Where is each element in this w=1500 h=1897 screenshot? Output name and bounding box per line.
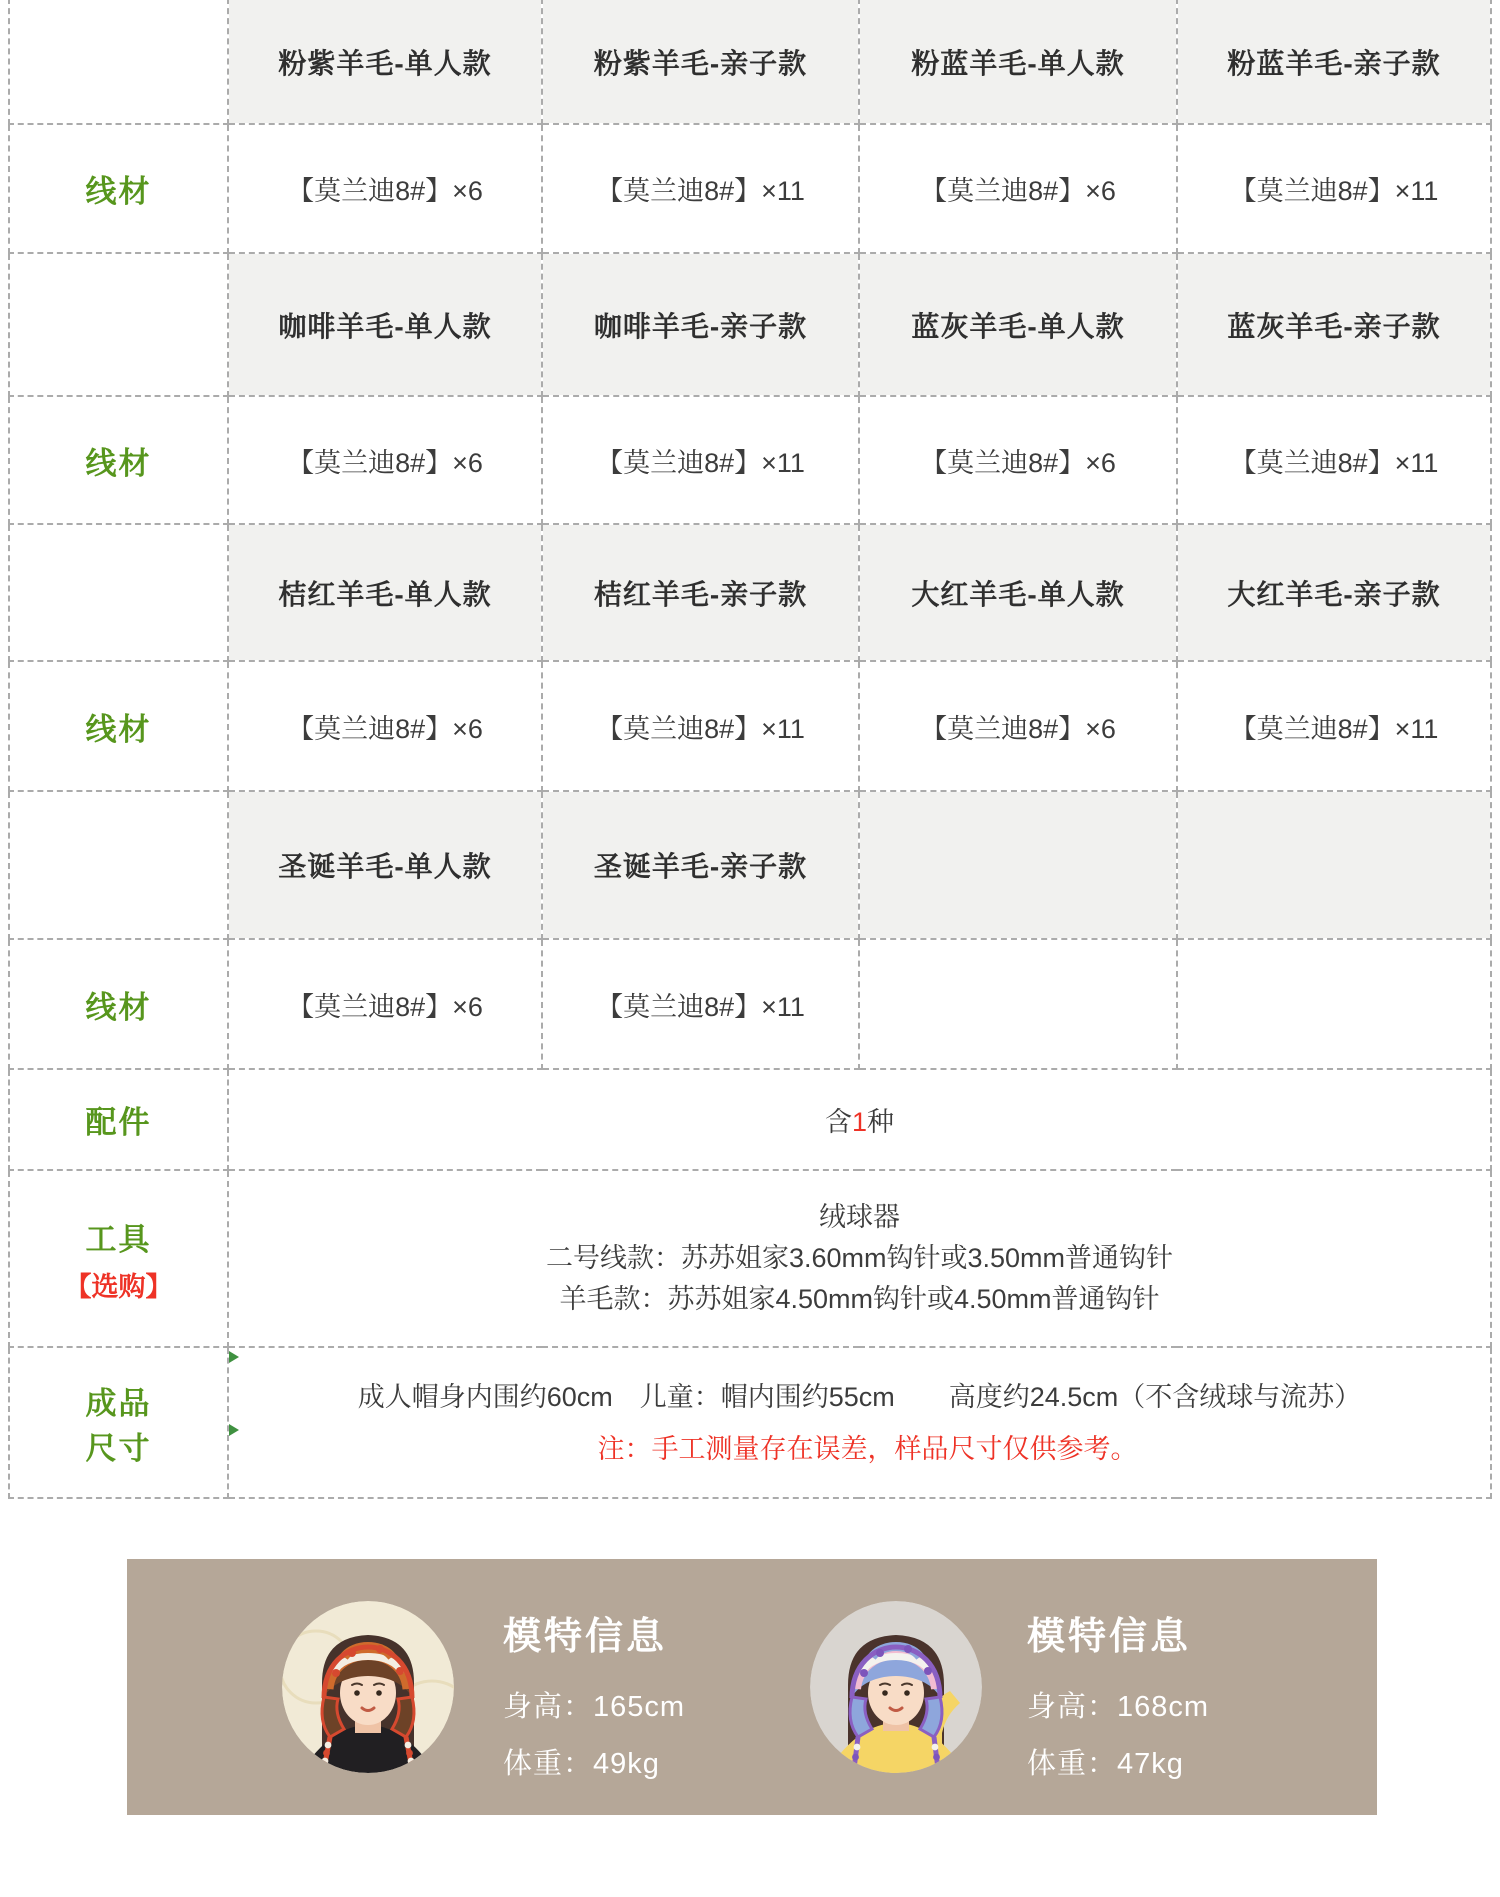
row-label-empty xyxy=(9,0,228,124)
yarn-value-cell: 【莫兰迪8#】×11 xyxy=(542,124,859,253)
variant-header-cell xyxy=(859,791,1177,939)
variant-header-cell: 粉蓝羊毛-单人款 xyxy=(859,0,1177,124)
variant-header-row xyxy=(9,524,1491,661)
row-label-empty xyxy=(9,524,228,661)
yarn-value-cell: 【莫兰迪8#】×11 xyxy=(1177,396,1491,524)
model-weight: 体重：47kg xyxy=(1027,1748,1184,1780)
variant-header-cell: 蓝灰羊毛-亲子款 xyxy=(1177,253,1491,396)
cell-note-marker-icon xyxy=(229,1351,239,1363)
yarn-row-label: 线材 xyxy=(9,396,228,524)
accessories-row xyxy=(9,1069,1491,1170)
yarn-row xyxy=(9,396,1491,524)
variant-header-cell: 蓝灰羊毛-单人款 xyxy=(859,253,1177,396)
yarn-value-cell: 【莫兰迪8#】×6 xyxy=(228,396,542,524)
yarn-row xyxy=(9,124,1491,253)
variant-header-cell: 圣诞羊毛-亲子款 xyxy=(542,791,859,939)
yarn-value-cell: 【莫兰迪8#】×6 xyxy=(228,939,542,1069)
variant-header-cell: 大红羊毛-单人款 xyxy=(859,524,1177,661)
tools-line: 羊毛款：苏苏姐家4.50mm钩针或4.50mm普通钩针 xyxy=(559,1284,1160,1314)
variant-header-cell: 大红羊毛-亲子款 xyxy=(1177,524,1491,661)
yarn-value-cell: 【莫兰迪8#】×6 xyxy=(859,124,1177,253)
yarn-value-cell: 【莫兰迪8#】×11 xyxy=(542,939,859,1069)
variant-header-cell: 桔红羊毛-单人款 xyxy=(228,524,542,661)
yarn-row-label: 线材 xyxy=(9,124,228,253)
variant-header-row xyxy=(9,253,1491,396)
yarn-value-cell: 【莫兰迪8#】×6 xyxy=(228,124,542,253)
spec-table xyxy=(8,0,1492,1499)
model-title: 模特信息 xyxy=(1027,1616,1192,1658)
size-note: 注：手工测量存在误差，样品尺寸仅供参考。 xyxy=(597,1433,1138,1464)
yarn-value-cell: 【莫兰迪8#】×6 xyxy=(228,661,542,791)
variant-header-cell: 圣诞羊毛-单人款 xyxy=(228,791,542,939)
yarn-value-cell xyxy=(1177,939,1491,1069)
variant-header-cell: 粉蓝羊毛-亲子款 xyxy=(1177,0,1491,124)
accessories-prefix: 含 xyxy=(824,1107,852,1137)
variant-header-cell xyxy=(1177,791,1491,939)
tools-line: 绒球器 xyxy=(819,1202,900,1232)
row-label-empty xyxy=(9,253,228,396)
accessories-label: 配件 xyxy=(9,1069,228,1170)
size-dimensions: 成人帽身内围约60cm 儿童：帽内围约55cm 高度约24.5cm（不含绒球与流苏） xyxy=(357,1381,1362,1412)
model-info-banner xyxy=(127,1559,1377,1815)
size-value-cell xyxy=(228,1347,1491,1498)
yarn-value-cell: 【莫兰迪8#】×11 xyxy=(1177,661,1491,791)
model-card-2 xyxy=(1027,1605,1209,1798)
row-label-empty xyxy=(9,791,228,939)
model-title: 模特信息 xyxy=(503,1616,668,1658)
yarn-value-cell: 【莫兰迪8#】×6 xyxy=(859,661,1177,791)
variant-header-cell: 粉紫羊毛-亲子款 xyxy=(542,0,859,124)
model-photo-1 xyxy=(282,1601,454,1773)
variant-header-cell: 咖啡羊毛-单人款 xyxy=(228,253,542,396)
model-photo-2 xyxy=(810,1601,982,1773)
variant-header-cell: 粉紫羊毛-单人款 xyxy=(228,0,542,124)
yarn-row-label: 线材 xyxy=(9,661,228,791)
yarn-value-cell xyxy=(859,939,1177,1069)
yarn-row-label: 线材 xyxy=(9,939,228,1069)
yarn-row xyxy=(9,661,1491,791)
variant-header-row xyxy=(9,0,1491,124)
accessories-suffix: 种 xyxy=(867,1107,895,1137)
cell-note-marker-icon xyxy=(229,1424,239,1436)
size-label-cell xyxy=(9,1347,228,1498)
size-row xyxy=(9,1347,1491,1498)
tools-value-cell xyxy=(228,1170,1491,1347)
model-height: 身高：168cm xyxy=(1027,1691,1210,1723)
yarn-value-cell: 【莫兰迪8#】×11 xyxy=(542,396,859,524)
model-card-1 xyxy=(503,1605,685,1798)
model-height: 身高：165cm xyxy=(503,1691,686,1723)
model-weight: 体重：49kg xyxy=(503,1748,660,1780)
variant-header-row xyxy=(9,791,1491,939)
accessory-count-highlight: 1 xyxy=(851,1107,868,1137)
tools-label: 工具 xyxy=(85,1221,152,1257)
tools-line: 二号线款：苏苏姐家3.60mm钩针或3.50mm普通钩针 xyxy=(545,1243,1174,1273)
accessories-value xyxy=(228,1069,1491,1170)
tools-row xyxy=(9,1170,1491,1347)
yarn-value-cell: 【莫兰迪8#】×11 xyxy=(1177,124,1491,253)
yarn-value-cell: 【莫兰迪8#】×11 xyxy=(542,661,859,791)
tools-optional-tag: 【选购】 xyxy=(64,1271,173,1302)
yarn-row xyxy=(9,939,1491,1069)
variant-header-cell: 桔红羊毛-亲子款 xyxy=(542,524,859,661)
variant-header-cell: 咖啡羊毛-亲子款 xyxy=(542,253,859,396)
size-label-line1: 成品 xyxy=(85,1385,152,1421)
size-label-line2: 尺寸 xyxy=(85,1430,152,1466)
tools-label-cell xyxy=(9,1170,228,1347)
yarn-value-cell: 【莫兰迪8#】×6 xyxy=(859,396,1177,524)
